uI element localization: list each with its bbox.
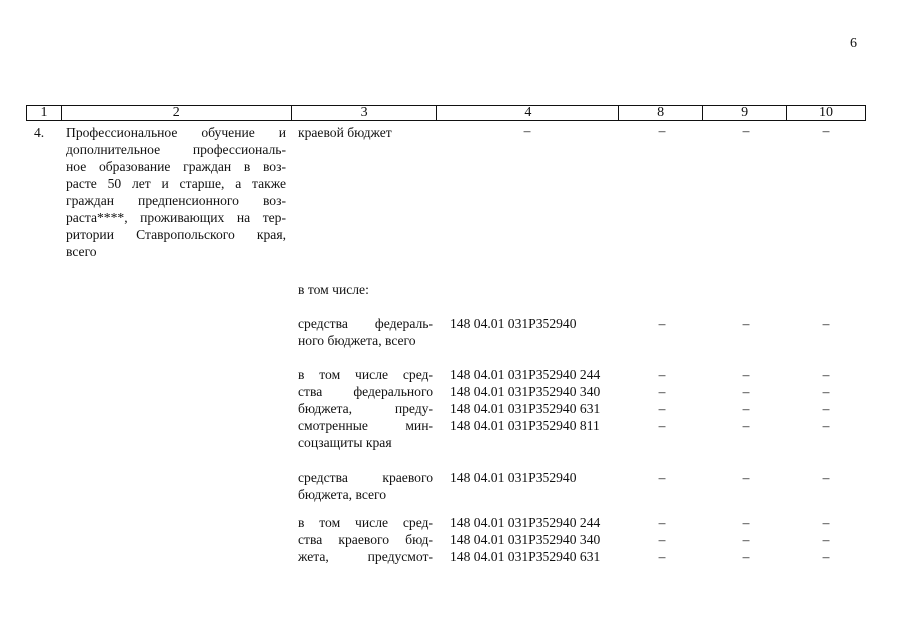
title-line: раста****, проживающих на тер-	[66, 210, 286, 225]
value-col9: –	[742, 549, 750, 564]
value-col9: –	[742, 418, 750, 433]
value-col9: –	[742, 532, 750, 547]
value-col8: –	[658, 470, 666, 485]
value-col8: –	[658, 123, 666, 138]
federal-detail-code: 148 04.01 031P352940 811	[450, 418, 600, 433]
value-col9: –	[742, 470, 750, 485]
table-header	[26, 105, 866, 121]
source-regional: краевой бюджет	[298, 125, 392, 140]
federal-detail-code: 148 04.01 031P352940 631	[450, 401, 601, 416]
regional-total-line: средства краевого	[298, 470, 433, 485]
value-col10: –	[822, 418, 830, 433]
federal-detail-line: в том числе сред-	[298, 367, 433, 382]
row-number: 4.	[34, 125, 45, 140]
title-line: граждан предпенсионного воз-	[66, 193, 286, 208]
value-col10: –	[822, 515, 830, 530]
value-col10: –	[822, 123, 830, 138]
value-col10: –	[822, 401, 830, 416]
including-label: в том числе:	[298, 282, 369, 297]
federal-detail-line: бюджета, преду-	[298, 401, 433, 416]
federal-detail-line: ства федерального	[298, 384, 433, 399]
value-col9: –	[742, 367, 750, 382]
value-col8: –	[658, 549, 666, 564]
regional-detail-code: 148 04.01 031P352940 631	[450, 549, 601, 564]
federal-total-line: ного бюджета, всего	[298, 333, 416, 348]
value-col10: –	[822, 316, 830, 331]
value-col8: –	[658, 367, 666, 382]
title-line: ное образование граждан в воз-	[66, 159, 286, 174]
regional-total-line: бюджета, всего	[298, 487, 387, 502]
header-col-4: 4	[437, 106, 619, 121]
value-col10: –	[822, 549, 830, 564]
value-col10: –	[822, 384, 830, 399]
value-col8: –	[658, 532, 666, 547]
federal-total-line: средства федераль-	[298, 316, 433, 331]
title-line: всего	[66, 244, 97, 259]
regional-total-code: 148 04.01 031P352940	[450, 470, 577, 485]
federal-detail-code: 148 04.01 031P352940 244	[450, 367, 601, 382]
value-col8: –	[658, 384, 666, 399]
federal-detail-code: 148 04.01 031P352940 340	[450, 384, 601, 399]
regional-detail-code: 148 04.01 031P352940 244	[450, 515, 601, 530]
regional-detail-line: ства краевого бюд-	[298, 532, 433, 547]
page-number: 6	[850, 36, 857, 51]
federal-detail-line: смотренные мин-	[298, 418, 433, 433]
header-col-10: 10	[787, 106, 866, 121]
header-col-2: 2	[61, 106, 291, 121]
value-col4: –	[523, 123, 531, 138]
value-col10: –	[822, 532, 830, 547]
value-col9: –	[742, 316, 750, 331]
title-line: расте 50 лет и старше, а также	[66, 176, 286, 191]
title-line: Профессиональное обучение и	[66, 125, 286, 140]
value-col8: –	[658, 515, 666, 530]
value-col9: –	[742, 515, 750, 530]
value-col10: –	[822, 367, 830, 382]
value-col10: –	[822, 470, 830, 485]
title-line: ритории Ставропольского края,	[66, 227, 286, 242]
value-col9: –	[742, 401, 750, 416]
regional-detail-code: 148 04.01 031P352940 340	[450, 532, 601, 547]
regional-detail-line: жета, предусмот-	[298, 549, 433, 564]
federal-detail-line: соцзащиты края	[298, 435, 392, 450]
value-col9: –	[742, 123, 750, 138]
header-col-3: 3	[291, 106, 437, 121]
value-col8: –	[658, 316, 666, 331]
value-col8: –	[658, 401, 666, 416]
value-col8: –	[658, 418, 666, 433]
header-col-9: 9	[703, 106, 787, 121]
header-col-1: 1	[27, 106, 62, 121]
value-col9: –	[742, 384, 750, 399]
header-col-8: 8	[619, 106, 703, 121]
title-line: дополнительное профессиональ-	[66, 142, 286, 157]
federal-total-code: 148 04.01 031P352940	[450, 316, 577, 331]
regional-detail-line: в том числе сред-	[298, 515, 433, 530]
